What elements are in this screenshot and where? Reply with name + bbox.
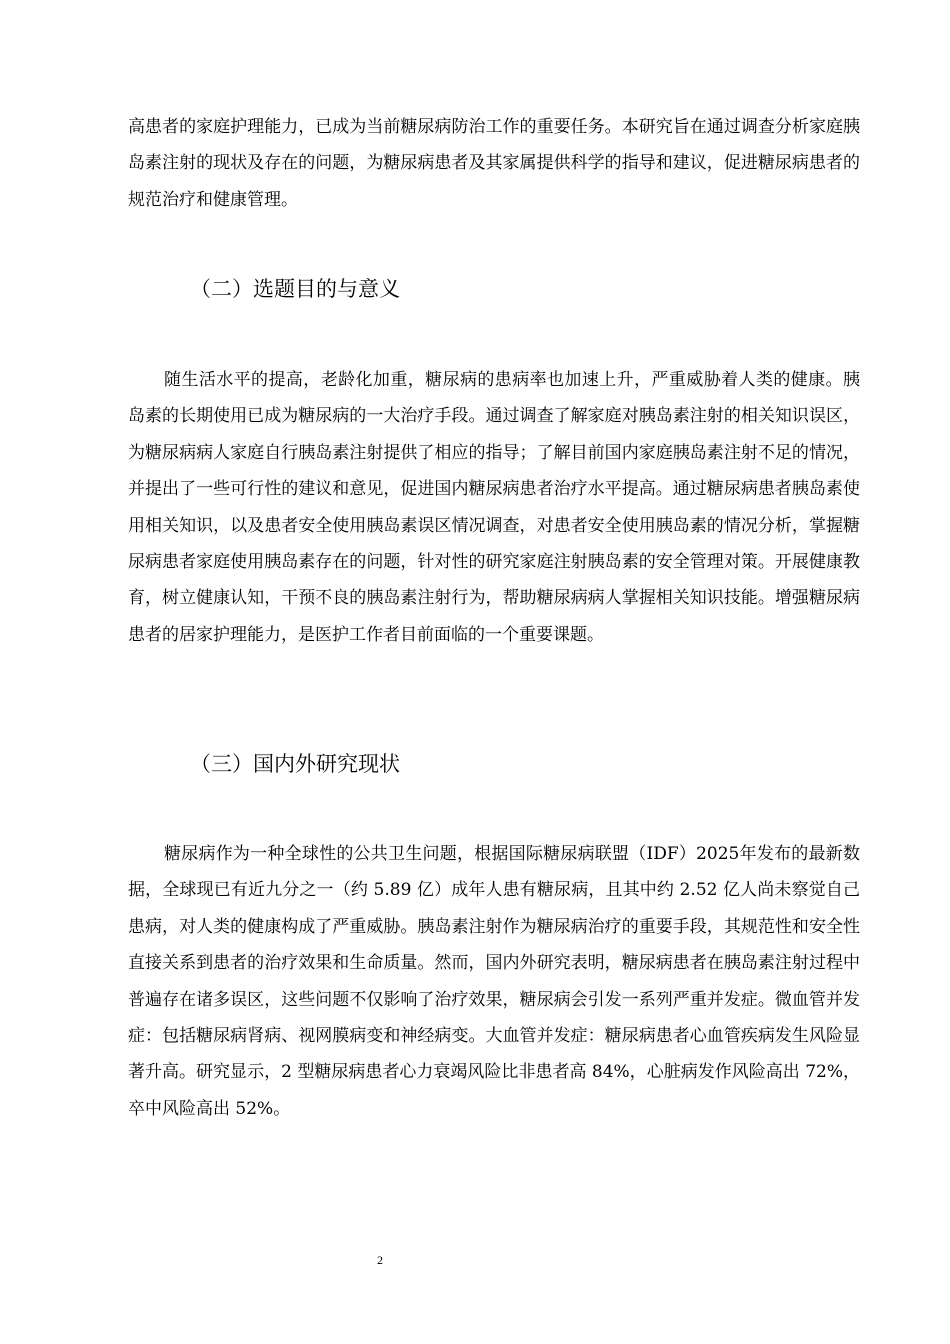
section-paragraph-purpose-significance: 随生活水平的提高，老龄化加重，糖尿病的患病率也加速上升，严重威胁着人类的健康。胰岛素的长期使用已成为糖尿病的一大治疗手段。通过调查了解家庭对胰岛素注射的相关知识误区，为糖尿病病人家庭自行胰岛素注射提供了相应的指导；了解目前国内家庭胰岛素注射不足的情况，并提出了一些可行性的建议和意见，促进国内糖尿病患者治疗水平提高。通过糖尿病患者胰岛素使用相关知识，以及患者安全使用胰岛素误区情况调查，对患者安全使用胰岛素的情况分析，掌握糖尿病患者家庭使用胰岛素存在的问题，针对性的研究家庭注射胰岛素的安全管理对策。开展健康教育，树立健康认知，干预不良的胰岛素注射行为，帮助糖尿病病人掌握相关知识技能。增强糖尿病患者的居家护理能力，是医护工作者目前面临的一个重要课题。 <box>128 370 860 645</box>
page-number: 2 <box>377 1253 383 1267</box>
intro-paragraph-continued: 高患者的家庭护理能力，已成为当前糖尿病防治工作的重要任务。本研究旨在通过调查分析家庭胰岛素注射的现状及存在的问题，为糖尿病患者及其家属提供科学的指导和建议，促进糖尿病患者的规范治疗和健康管理。 <box>128 117 860 210</box>
section-heading-research-status: （三）国内外研究现状 <box>190 752 400 776</box>
section-heading-purpose-significance: （二）选题目的与意义 <box>190 277 400 301</box>
section-paragraph-research-status: 糖尿病作为一种全球性的公共卫生问题，根据国际糖尿病联盟（IDF）2025年发布的最新数据，全球现已有近九分之一（约 5.89 亿）成年人患有糖尿病，且其中约 2.52 亿人尚未察觉自己患病，对人类的健康构成了严重威胁。胰岛素注射作为糖尿病治疗的重要手段，其规范性和安全性直接关系到患者的治疗效果和生命质量。然而，国内外研究表明，糖尿病患者在胰岛素注射过程中普遍存在诸多误区，这些问题不仅影响了治疗效果，糖尿病会引发一系列严重并发症。微血管并发症：包括糖尿病肾病、视网膜病变和神经病变。大血管并发症：糖尿病患者心血管疾病发生风险显著升高。研究显示，2 型糖尿病患者心力衰竭风险比非患者高 84%，心脏病发作风险高出 72%，卒中风险高出 52%。 <box>128 844 860 1119</box>
